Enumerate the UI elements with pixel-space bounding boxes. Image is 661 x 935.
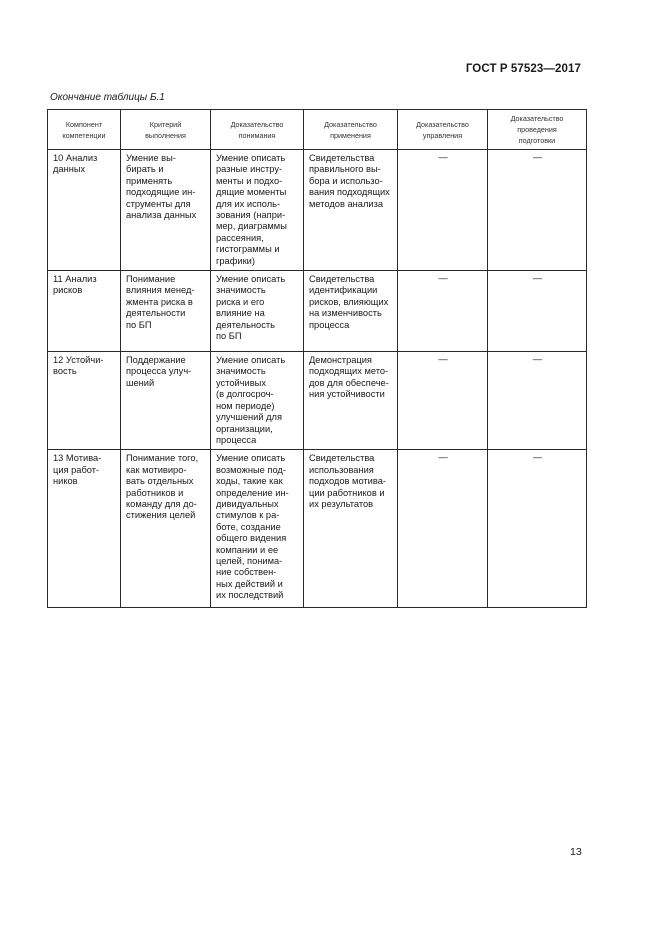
- cell-understanding: Умение описать значимость устойчивых (в долгосроч- ном периоде) улучшений для организации, процесса: [211, 352, 304, 450]
- page-number: 13: [570, 846, 582, 858]
- table-header-row: [48, 110, 587, 150]
- column-header-management: Доказательство управления: [398, 110, 488, 150]
- cell-management: —: [398, 352, 488, 450]
- cell-understanding: Умение описать значимость риска и его влияние на деятельность по БП: [211, 271, 304, 352]
- cell-component: 11 Анализ рисков: [48, 271, 121, 352]
- column-header-component: Компонент компетенции: [48, 110, 121, 150]
- column-header-criterion: Критерий выполнения: [121, 110, 211, 150]
- cell-training: —: [488, 450, 587, 608]
- table-row: [48, 150, 587, 271]
- cell-component: 13 Мотива- ция работ- ников: [48, 450, 121, 608]
- cell-criterion: Понимание того, как мотивиро- вать отдельных работников и команду для до- стижения целей: [121, 450, 211, 608]
- cell-criterion: Поддержание процесса улуч- шений: [121, 352, 211, 450]
- cell-criterion: Понимание влияния менед- жмента риска в деятельности по БП: [121, 271, 211, 352]
- cell-management: —: [398, 150, 488, 271]
- cell-training: —: [488, 352, 587, 450]
- cell-application: Демонстрация подходящих мето- дов для обеспече- ния устойчивости: [304, 352, 398, 450]
- column-header-training: Доказательство проведения подготовки: [488, 110, 587, 150]
- document-standard-number: ГОСТ Р 57523—2017: [465, 63, 581, 75]
- cell-training: —: [488, 150, 587, 271]
- cell-management: —: [398, 450, 488, 608]
- table-row: [48, 271, 587, 352]
- cell-component: 10 Анализ данных: [48, 150, 121, 271]
- table-row: [48, 450, 587, 608]
- competence-table: [47, 109, 587, 608]
- cell-management: —: [398, 271, 488, 352]
- column-header-understanding: Доказательство понимания: [211, 110, 304, 150]
- cell-criterion: Умение вы- бирать и применять подходящие ин- струменты для анализа данных: [121, 150, 211, 271]
- column-header-application: Доказательство применения: [304, 110, 398, 150]
- cell-understanding: Умение описать разные инстру- менты и подхо- дящие моменты для их исполь- зования (напри- мер, диаграммы рассеяния, гистограммы и графики): [211, 150, 304, 271]
- table-caption: Окончание таблицы Б.1: [50, 92, 165, 103]
- cell-component: 12 Устойчи- вость: [48, 352, 121, 450]
- cell-application: Свидетельства идентификации рисков, влияющих на изменчивость процесса: [304, 271, 398, 352]
- cell-training: —: [488, 271, 587, 352]
- cell-understanding: Умение описать возможные под- ходы, такие как определение ин- дивидуальных стимулов к ра- боте, создание общего видения компании и ее целей, понима- ние собствен- ных действий и их последствий: [211, 450, 304, 608]
- cell-application: Свидетельства использования подходов мотива- ции работников и их результатов: [304, 450, 398, 608]
- cell-application: Свидетельства правильного вы- бора и использо- вания подходящих методов анализа: [304, 150, 398, 271]
- table-row: [48, 352, 587, 450]
